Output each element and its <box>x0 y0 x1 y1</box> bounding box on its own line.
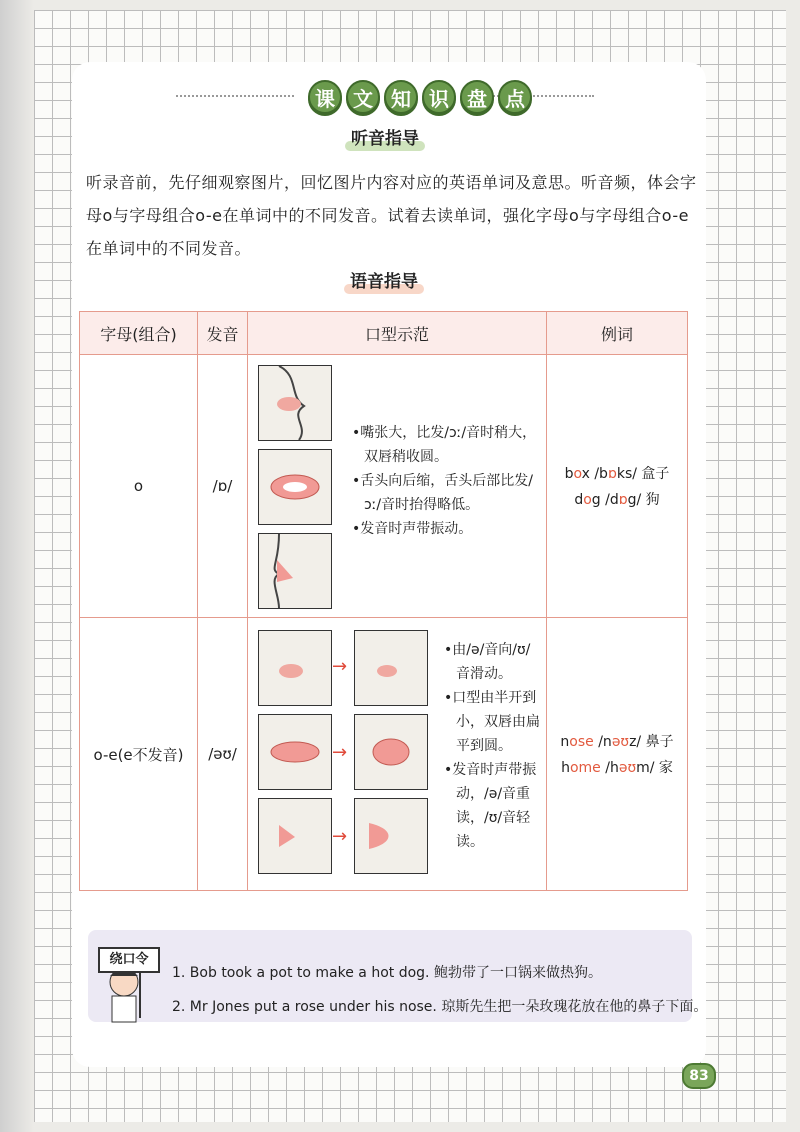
title-char: 识 <box>422 80 456 114</box>
header-letter: 字母(组合) <box>80 312 198 355</box>
table-row <box>80 618 688 891</box>
page-title <box>298 78 542 116</box>
example-word: dog /dɒg/ 狗 <box>574 492 660 508</box>
title-char: 点 <box>498 80 532 114</box>
desc-line: •口型由半开到小，双唇由扁平到圆。 <box>444 690 540 754</box>
tongue-twister-line-1: 1. Bob took a pot to make a hot dog. 鲍勃带了一口锅来做热狗。 <box>172 965 602 981</box>
cell-mouth <box>248 618 547 891</box>
book-spine <box>0 0 34 1132</box>
mouth-description <box>444 638 540 854</box>
cell-examples <box>547 618 688 891</box>
table-header-row <box>80 312 688 355</box>
phonics-heading: 语音指导 <box>344 270 424 294</box>
mouth-description <box>352 421 537 541</box>
lips-front-image <box>258 449 332 525</box>
cell-letter: o <box>80 355 198 618</box>
mouth-side-image <box>258 365 332 441</box>
header-sound: 发音 <box>198 312 248 355</box>
tongue-twister-label: 绕口令 <box>98 947 160 973</box>
phonics-table <box>79 311 688 891</box>
example-word: nose /nəʊz/ 鼻子 <box>560 734 674 750</box>
title-char: 知 <box>384 80 418 114</box>
arrow-icon: → <box>332 826 348 847</box>
cell-examples <box>547 355 688 618</box>
lips-profile-image <box>258 533 332 609</box>
lips-front-image <box>258 714 332 790</box>
cell-sound: /əʊ/ <box>198 618 248 891</box>
arrow-icon: → <box>332 656 348 677</box>
desc-line: •嘴张大，比发/ɔː/音时稍大，双唇稍收圆。 <box>352 425 537 465</box>
lips-profile-image <box>258 798 332 874</box>
title-dash-left <box>176 95 294 97</box>
lips-profile-image <box>354 798 428 874</box>
desc-line: •发音时声带振动，/ə/音重读，/ʊ/音轻读。 <box>444 762 537 850</box>
title-char: 盘 <box>460 80 494 114</box>
example-word: home /həʊm/ 家 <box>561 760 673 776</box>
title-char: 文 <box>346 80 380 114</box>
desc-line: •舌头向后缩，舌头后部比发/ɔː/音时抬得略低。 <box>352 473 533 513</box>
header-examples: 例词 <box>547 312 688 355</box>
header-mouth: 口型示范 <box>248 312 547 355</box>
cell-sound: /ɒ/ <box>198 355 248 618</box>
lips-front-image <box>354 714 428 790</box>
mouth-side-image <box>258 630 332 706</box>
tongue-twister-line-2: 2. Mr Jones put a rose under his nose. 琼斯先生把一朵玫瑰花放在他的鼻子下面。 <box>172 999 708 1015</box>
title-char: 课 <box>308 80 342 114</box>
mouth-side-image <box>354 630 428 706</box>
arrow-icon: → <box>332 742 348 763</box>
desc-line: •由/ə/音向/ʊ/音滑动。 <box>444 642 531 682</box>
listening-heading: 听音指导 <box>345 127 425 151</box>
listening-paragraph: 听录音前，先仔细观察图片，回忆图片内容对应的英语单词及意思。听音频，体会字母o与字母组合o-e在单词中的不同发音。试着去读单词，强化字母o与字母组合o-e在单词中的不同发音。 <box>86 173 697 258</box>
example-word: box /bɒks/ 盒子 <box>564 466 670 482</box>
table-row <box>80 355 688 618</box>
cell-letter: o-e(e不发音) <box>80 618 198 891</box>
desc-line: •发音时声带振动。 <box>352 521 473 537</box>
page-number: 83 <box>682 1063 716 1089</box>
cell-mouth <box>248 355 547 618</box>
